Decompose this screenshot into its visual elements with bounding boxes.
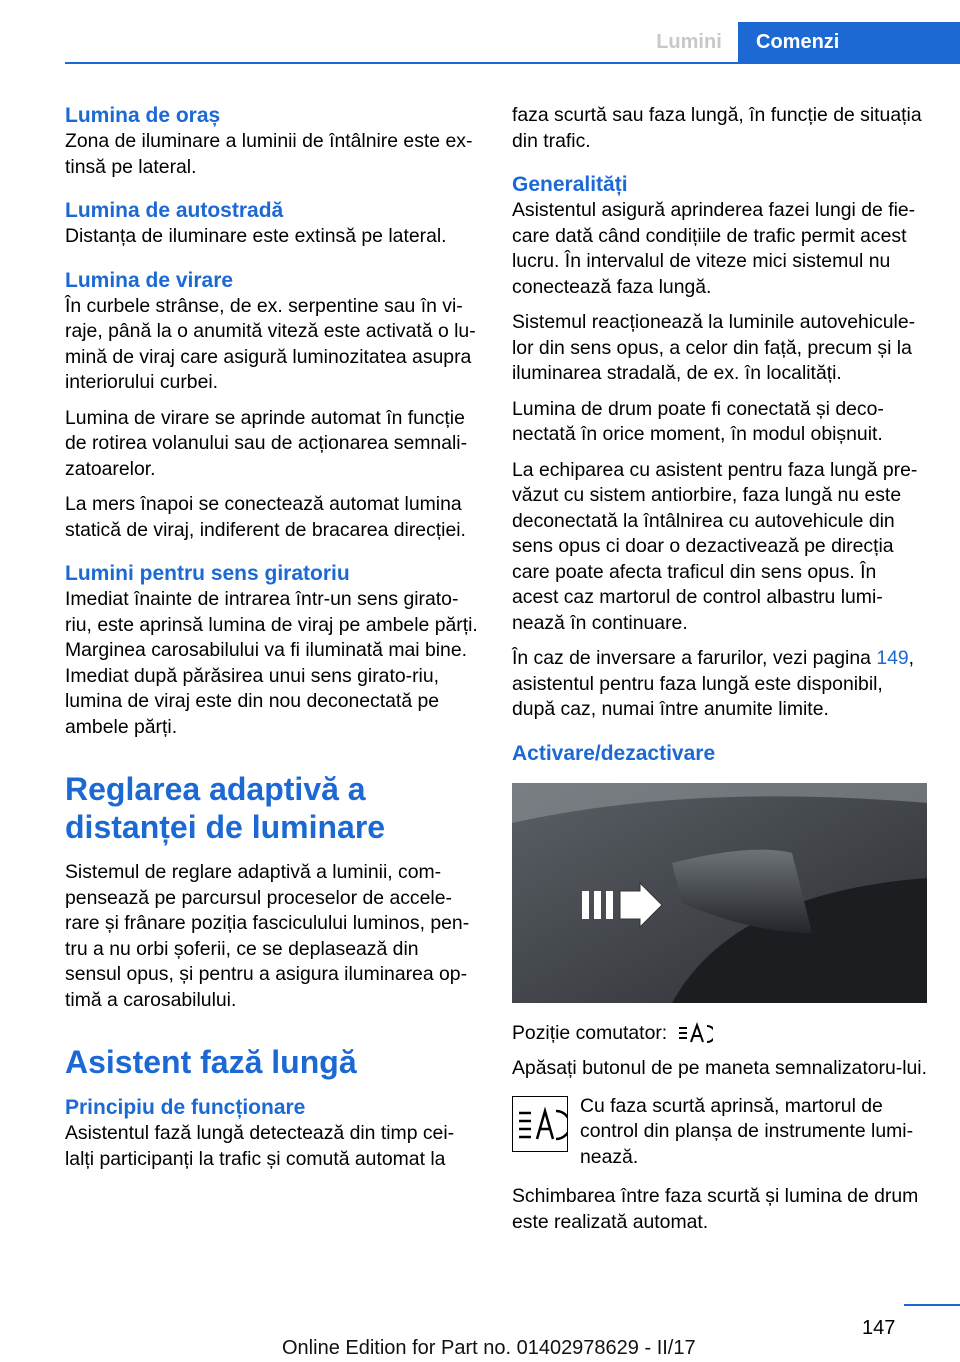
stalk-illustration: [512, 783, 927, 1003]
paragraph: Distanța de iluminare este extinsă pe lateral.: [65, 225, 447, 247]
paragraph: faza scurtă sau faza lungă, în funcție de situația din trafic.: [512, 104, 922, 152]
page-header: [640, 22, 960, 62]
paragraph: Asistentul fază lungă detectează din timp cei‐lalți participanți la trafic și comută automat la: [65, 1122, 455, 1170]
right-column: [512, 103, 927, 1245]
heading-adaptive-range: Reglarea adaptivă a distanței de luminare: [65, 771, 386, 845]
text: , asistentul pentru faza lungă este disponibil, după caz, numai între anumite limite.: [512, 647, 915, 720]
paragraph: [512, 646, 927, 723]
paragraph: Sistemul de reglare adaptivă a luminii, com‐pensează pe parcursul proceselor de accele‐rare și frânare poziția fasciculului luminos, pen‐tru a nu orbi șoferii, ce se deplasează din sensul opus, și pentru a asigura iluminarea op‐timă a carosabilului.: [65, 861, 470, 1011]
header-chapter-tab: Comenzi: [738, 22, 960, 62]
heading-high-beam-assistant: Asistent fază lungă: [65, 1044, 357, 1080]
heading-activation: Activare/dezactivare: [512, 741, 716, 765]
paragraph: Apăsați butonul de pe maneta semnalizatoru‐lui.: [512, 1057, 927, 1079]
paragraph: Imediat înainte de intrarea într-un sens girato‐riu, este aprinsă lumina de viraj pe ambele părți. Marginea carosabilului va fi iluminată mai bine. Imediat după părăsirea unui sens girato‐riu, lumina de viraj este din nou deconectată pe ambele părți.: [65, 588, 478, 738]
paragraph: Sistemul reacționează la luminile autovehicule‐lor din sens opus, a celor din față, precum și la iluminarea stradală, de ex. în localități.: [512, 311, 916, 384]
paragraph: În curbele strânse, de ex. serpentine sau în vi‐raje, până la o anumită viteză este activată o lu‐mină de viraj care asigură luminozitatea asupra interiorului curbei.: [65, 294, 476, 393]
header-section-tab: Lumini: [656, 31, 722, 53]
heading-city-light: Lumina de oraș: [65, 104, 221, 127]
indicator-note: [512, 1094, 927, 1171]
indicator-text: Cu faza scurtă aprinsă, martorul de control din planșa de instrumente lumi‐nează.: [580, 1094, 914, 1168]
heading-cornering-light: Lumina de virare: [65, 268, 234, 292]
paragraph: Zona de iluminare a luminii de întâlnire este ex‐tinsă pe lateral.: [65, 130, 473, 178]
paragraph: [512, 1021, 927, 1047]
paragraph: Schimbarea între faza scurtă și lumina de drum este realizată automat.: [512, 1185, 919, 1233]
page-number-rule: [904, 1304, 960, 1306]
paragraph: La mers înapoi se conectează automat lumina statică de viraj, indiferent de bracarea direcției.: [65, 493, 466, 541]
text: În caz de inversare a farurilor, vezi pagina: [512, 647, 877, 669]
heading-principle: Principiu de funcționare: [65, 1096, 306, 1119]
heading-general: Generalități: [512, 173, 628, 196]
text: Poziție comutator:: [512, 1021, 668, 1044]
paragraph: La echiparea cu asistent pentru faza lungă pre‐văzut cu sistem antiorbire, faza lungă nu este deconectată la întâlnirea cu autovehicule din sens opus ci doar o dezactivează pe direcția care poate afecta traficul din sens opus. În acest caz martorul de control albastru lumi‐nează în continuare.: [512, 458, 918, 634]
paragraph: Asistentul asigură aprinderea fazei lungi de fie‐care dată când condițiile de trafic permit acest lucru. În intervalul de viteze mici sistemul nu conectează faza lungă.: [512, 199, 916, 298]
page-number: 147: [862, 1317, 896, 1339]
page-link[interactable]: 149: [876, 647, 909, 669]
footer-text: Online Edition for Part no. 01402978629 - II/17: [282, 1337, 696, 1359]
stalk-photo: [512, 783, 927, 1003]
indicator-light-icon: [512, 1096, 568, 1152]
paragraph: Lumina de drum poate fi conectată și deco‐nectată în orice moment, în modul obișnuit.: [512, 397, 884, 445]
header-rule: [65, 62, 960, 64]
heading-roundabout-lights: Lumini pentru sens giratoriu: [65, 562, 350, 585]
left-column: [65, 103, 478, 1182]
paragraph: Lumina de virare se aprinde automat în funcție de rotirea volanului sau de acționarea semnali‐zatoarelor.: [65, 406, 468, 480]
heading-highway-light: Lumina de autostradă: [65, 199, 284, 222]
high-beam-assistant-icon: [677, 1022, 713, 1044]
